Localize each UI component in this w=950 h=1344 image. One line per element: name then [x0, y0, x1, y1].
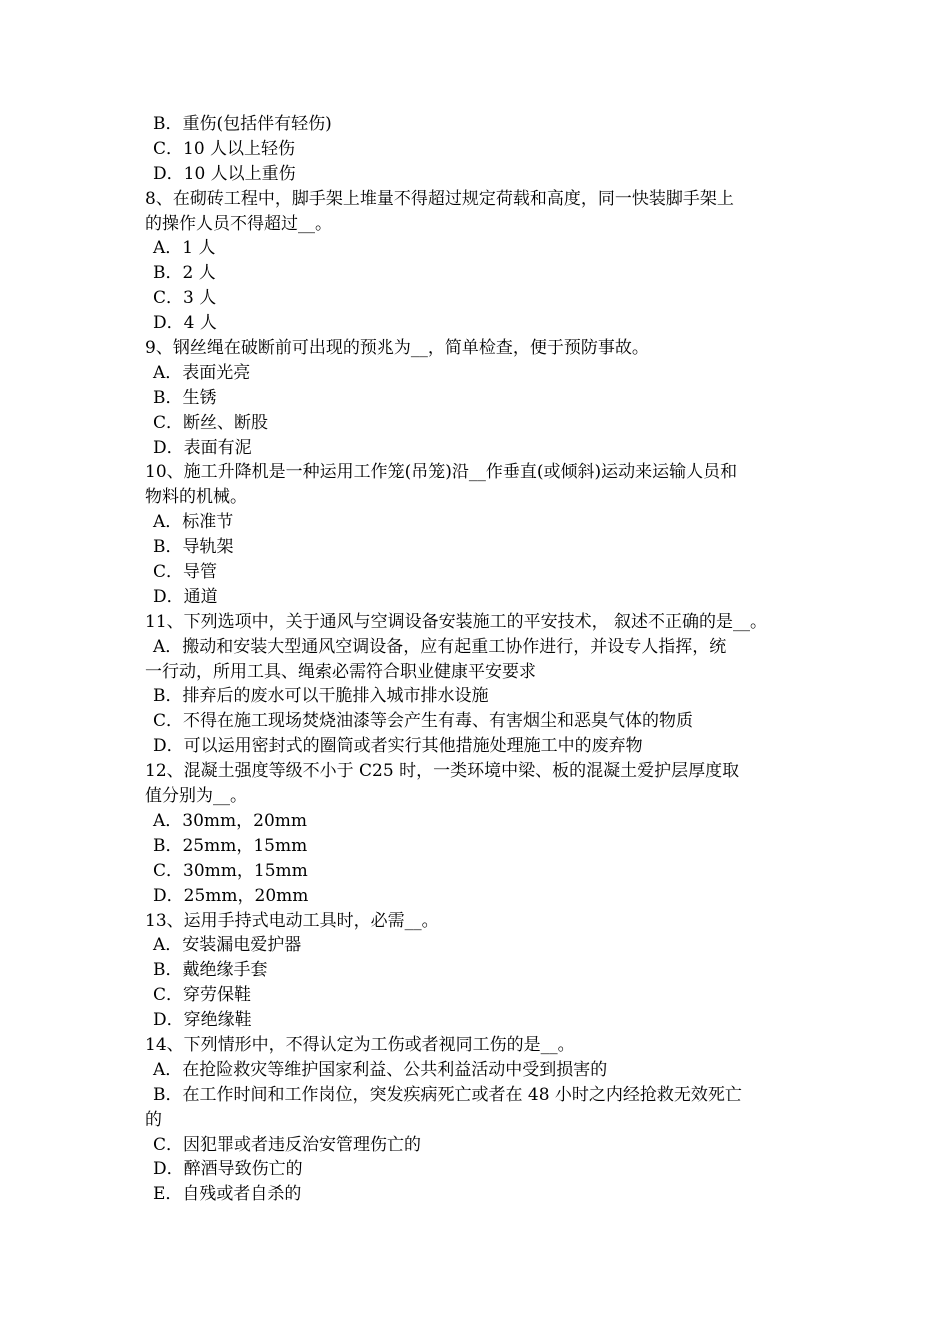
question-line: 一行动，所用工具、绳索必需符合职业健康平安要求: [145, 661, 536, 682]
question-line: 值分别为__。: [145, 786, 247, 807]
option-line: A．标准节: [153, 512, 234, 533]
question-line: 的操作人员不得超过__。: [145, 213, 332, 234]
option-line: D．通道: [153, 586, 218, 607]
question-line: 10、施工升降机是一种运用工作笼(吊笼)沿__作垂直(或倾斜)运动来运输人员和: [145, 462, 738, 483]
question-line: 14、下列情形中，不得认定为工伤或者视同工伤的是__。: [145, 1034, 575, 1055]
option-line: A．安装漏电爱护器: [153, 935, 302, 956]
option-line: A．1 人: [153, 238, 216, 259]
option-line: C．10 人以上轻伤: [153, 138, 296, 159]
question-line: 13、运用手持式电动工具时，必需__。: [145, 910, 439, 931]
option-line: B．导轨架: [153, 537, 234, 558]
option-line: C．穿劳保鞋: [153, 985, 252, 1006]
option-line: B．戴绝缘手套: [153, 960, 268, 981]
option-line: D．穿绝缘鞋: [153, 1010, 252, 1031]
option-line: D．表面有泥: [153, 437, 252, 458]
option-line: A．表面光亮: [153, 362, 251, 383]
option-line: D．4 人: [153, 313, 217, 334]
option-line: D．10 人以上重伤: [153, 163, 296, 184]
question-line: 物料的机械。: [145, 487, 247, 508]
option-line: B．排弃后的废水可以干脆排入城市排水设施: [153, 686, 489, 707]
question-line: 8、在砌砖工程中，脚手架上堆量不得超过规定荷载和高度，同一快装脚手架上: [145, 188, 734, 209]
option-line: C．3 人: [153, 288, 217, 309]
option-line: B．25mm，15mm: [153, 835, 308, 856]
option-line: A．搬动和安装大型通风空调设备，应有起重工协作进行，并设专人指挥，统: [153, 636, 727, 657]
option-line: B．生锈: [153, 387, 217, 408]
question-text-block: [145, 112, 810, 1207]
option-line: C．不得在施工现场焚烧油漆等会产生有毒、有害烟尘和恶臭气体的物质: [153, 711, 694, 732]
option-line: C．因犯罪或者违反治安管理伤亡的: [153, 1134, 422, 1155]
option-line: D．可以运用密封式的圈筒或者实行其他措施处理施工中的废弃物: [153, 736, 643, 757]
option-line: C．断丝、断股: [153, 412, 269, 433]
question-line: 12、混凝土强度等级不小于 C25 时，一类环境中梁、板的混凝土爱护层厚度取: [145, 761, 740, 782]
option-line: A．在抢险救灾等维护国家利益、公共利益活动中受到损害的: [153, 1059, 608, 1080]
option-line: B．在工作时间和工作岗位，突发疾病死亡或者在 48 小时之内经抢救无效死亡: [153, 1084, 742, 1105]
option-line: E．自残或者自杀的: [153, 1184, 302, 1205]
option-line: A．30mm，20mm: [153, 810, 308, 831]
option-line: D．醉酒导致伤亡的: [153, 1159, 303, 1180]
question-line: 9、钢丝绳在破断前可出现的预兆为__，简单检查，便于预防事故。: [145, 338, 649, 359]
option-line: C．导管: [153, 562, 218, 583]
question-line: 的: [145, 1109, 162, 1130]
option-line: B．2 人: [153, 263, 216, 284]
option-line: D．25mm，20mm: [153, 885, 309, 906]
option-line: C．30mm，15mm: [153, 860, 308, 881]
question-line: 11、下列选项中，关于通风与空调设备安装施工的平安技术， 叙述不正确的是__。: [145, 611, 768, 632]
option-line: B．重伤(包括伴有轻伤): [153, 114, 332, 134]
